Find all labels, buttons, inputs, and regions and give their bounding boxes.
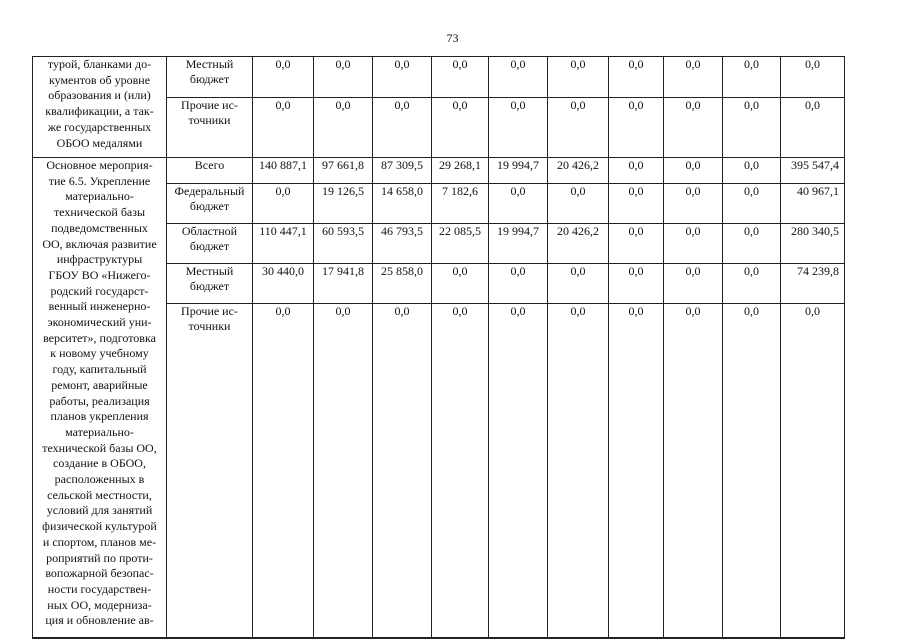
value-cell: 20 426,2 <box>548 224 609 264</box>
value-cell: 0,0 <box>723 184 781 224</box>
value-cell: 14 658,0 <box>373 184 432 224</box>
value-cell: 0,0 <box>432 98 489 158</box>
funding-source-cell <box>167 304 253 639</box>
continuation-description <box>33 57 167 158</box>
value-cell: 25 858,0 <box>373 264 432 304</box>
text-line: бюджет <box>189 239 230 253</box>
text-line: бюджет <box>189 72 230 86</box>
table-row <box>33 158 845 184</box>
value-cell: 0,0 <box>314 304 373 639</box>
value-cell: 0,0 <box>548 264 609 304</box>
text-line: году, капитальный <box>52 362 147 377</box>
funding-source-cell <box>167 98 253 158</box>
text-line: вопожарной безопас- <box>45 566 154 581</box>
funding-source-cell <box>167 264 253 304</box>
budget-table <box>32 56 845 639</box>
value-cell: 0,0 <box>664 98 723 158</box>
value-cell: 140 887,1 <box>253 158 314 184</box>
value-cell: 0,0 <box>548 57 609 98</box>
value-cell: 0,0 <box>781 304 845 639</box>
text-line: материально- <box>65 424 134 439</box>
value-cell: 0,0 <box>253 57 314 98</box>
text-line: точники <box>188 113 231 127</box>
value-cell: 0,0 <box>723 264 781 304</box>
text-line: физической культурой <box>42 519 157 534</box>
value-cell: 17 941,8 <box>314 264 373 304</box>
bottom-border <box>32 637 844 638</box>
text-line: турой, бланками до- <box>47 57 152 71</box>
value-cell: 0,0 <box>609 304 664 639</box>
value-cell: 0,0 <box>314 57 373 98</box>
value-cell: 20 426,2 <box>548 158 609 184</box>
value-cell: 0,0 <box>548 304 609 639</box>
text-line: расположенных в <box>54 472 145 487</box>
value-cell: 0,0 <box>432 304 489 639</box>
value-cell: 0,0 <box>664 158 723 184</box>
page-number: 73 <box>446 31 459 45</box>
value-cell: 0,0 <box>373 98 432 158</box>
funding-source-cell <box>167 57 253 98</box>
text-line: ОБОО медалями <box>56 135 143 150</box>
value-cell: 0,0 <box>664 184 723 224</box>
value-cell: 46 793,5 <box>373 224 432 264</box>
value-cell: 0,0 <box>373 304 432 639</box>
text-line: инфраструктуры <box>56 252 143 267</box>
text-line: бюджет <box>189 199 230 213</box>
text-line: работы, реализация <box>49 393 150 408</box>
value-cell: 29 268,1 <box>432 158 489 184</box>
value-cell: 0,0 <box>489 304 548 639</box>
value-cell: 0,0 <box>432 57 489 98</box>
text-line: условий для занятий <box>46 503 153 518</box>
text-line: ремонт, аварийные <box>51 377 148 392</box>
funding-source-cell <box>167 224 253 264</box>
value-cell: 22 085,5 <box>432 224 489 264</box>
funding-source-cell <box>167 184 253 224</box>
value-cell: 7 182,6 <box>432 184 489 224</box>
value-cell: 0,0 <box>723 304 781 639</box>
value-cell: 40 967,1 <box>781 184 845 224</box>
text-line: Основное мероприя- <box>46 158 153 172</box>
value-cell: 0,0 <box>489 98 548 158</box>
value-cell: 30 440,0 <box>253 264 314 304</box>
value-cell: 0,0 <box>548 98 609 158</box>
table-row <box>33 57 845 98</box>
text-line: создание в ОБОО, <box>53 456 146 471</box>
text-line: материально- <box>65 189 134 204</box>
value-cell: 280 340,5 <box>781 224 845 264</box>
value-cell: 0,0 <box>664 57 723 98</box>
value-cell: 0,0 <box>609 158 664 184</box>
value-cell: 97 661,8 <box>314 158 373 184</box>
text-line: технической базы <box>53 205 146 220</box>
value-cell: 0,0 <box>489 184 548 224</box>
table-body <box>33 57 845 639</box>
value-cell: 0,0 <box>432 264 489 304</box>
text-line: роприятий по проти- <box>46 550 153 565</box>
value-cell: 0,0 <box>664 224 723 264</box>
value-cell: 0,0 <box>609 184 664 224</box>
value-cell: 74 239,8 <box>781 264 845 304</box>
text-line: ция и обновление ав- <box>45 613 154 628</box>
text-line: Прочие ис- <box>181 98 238 112</box>
value-cell: 0,0 <box>314 98 373 158</box>
text-line: точники <box>188 319 231 333</box>
text-line: Местный <box>185 57 234 71</box>
value-cell: 0,0 <box>723 158 781 184</box>
value-cell: 0,0 <box>489 264 548 304</box>
value-cell: 0,0 <box>609 264 664 304</box>
value-cell: 0,0 <box>253 304 314 639</box>
text-line: планов укрепления <box>50 409 149 424</box>
value-cell: 0,0 <box>781 57 845 98</box>
text-line: образования и (или) <box>48 88 151 103</box>
text-line: венный инженерно- <box>48 299 151 314</box>
text-line: ных ОО, модерниза- <box>47 597 152 612</box>
value-cell: 19 994,7 <box>489 224 548 264</box>
value-cell: 19 126,5 <box>314 184 373 224</box>
text-line: родский государст- <box>50 283 149 298</box>
value-cell: 0,0 <box>664 304 723 639</box>
funding-source-cell <box>167 158 253 184</box>
activity-description <box>33 158 167 639</box>
text-line: экономический уни- <box>47 315 152 330</box>
value-cell: 0,0 <box>609 224 664 264</box>
value-cell: 0,0 <box>253 184 314 224</box>
value-cell: 0,0 <box>489 57 548 98</box>
text-line: к новому учебному <box>50 346 149 361</box>
text-line: ности государствен- <box>47 581 152 596</box>
text-line: Федеральный <box>174 184 245 198</box>
value-cell: 0,0 <box>609 57 664 98</box>
text-line: технической базы ОО, <box>42 440 157 455</box>
text-line: Местный <box>185 264 234 278</box>
text-line: Прочие ис- <box>181 304 238 318</box>
text-line: бюджет <box>189 279 230 293</box>
text-line: сельской местности, <box>47 487 152 502</box>
value-cell: 19 994,7 <box>489 158 548 184</box>
text-line: Областной <box>181 224 238 238</box>
text-line: же государственных <box>47 119 152 134</box>
value-cell: 0,0 <box>253 98 314 158</box>
text-line: и спортом, планов ме- <box>42 534 157 549</box>
value-cell: 0,0 <box>723 98 781 158</box>
text-line: кументов об уровне <box>48 72 151 87</box>
value-cell: 0,0 <box>664 264 723 304</box>
text-line: подведомственных <box>51 220 148 235</box>
value-cell: 0,0 <box>548 184 609 224</box>
text-line: тие 6.5. Укрепление <box>48 173 151 188</box>
value-cell: 0,0 <box>723 224 781 264</box>
text-line: ГБОУ ВО «Нижего- <box>48 267 151 282</box>
value-cell: 87 309,5 <box>373 158 432 184</box>
value-cell: 0,0 <box>781 98 845 158</box>
text-line: квалификации, а так- <box>45 104 154 119</box>
value-cell: 395 547,4 <box>781 158 845 184</box>
text-line: верситет», подготовка <box>43 330 156 345</box>
text-line: Всего <box>194 158 225 172</box>
value-cell: 0,0 <box>373 57 432 98</box>
value-cell: 110 447,1 <box>253 224 314 264</box>
value-cell: 0,0 <box>609 98 664 158</box>
text-line: ОО, включая развитие <box>42 236 157 251</box>
value-cell: 0,0 <box>723 57 781 98</box>
value-cell: 60 593,5 <box>314 224 373 264</box>
